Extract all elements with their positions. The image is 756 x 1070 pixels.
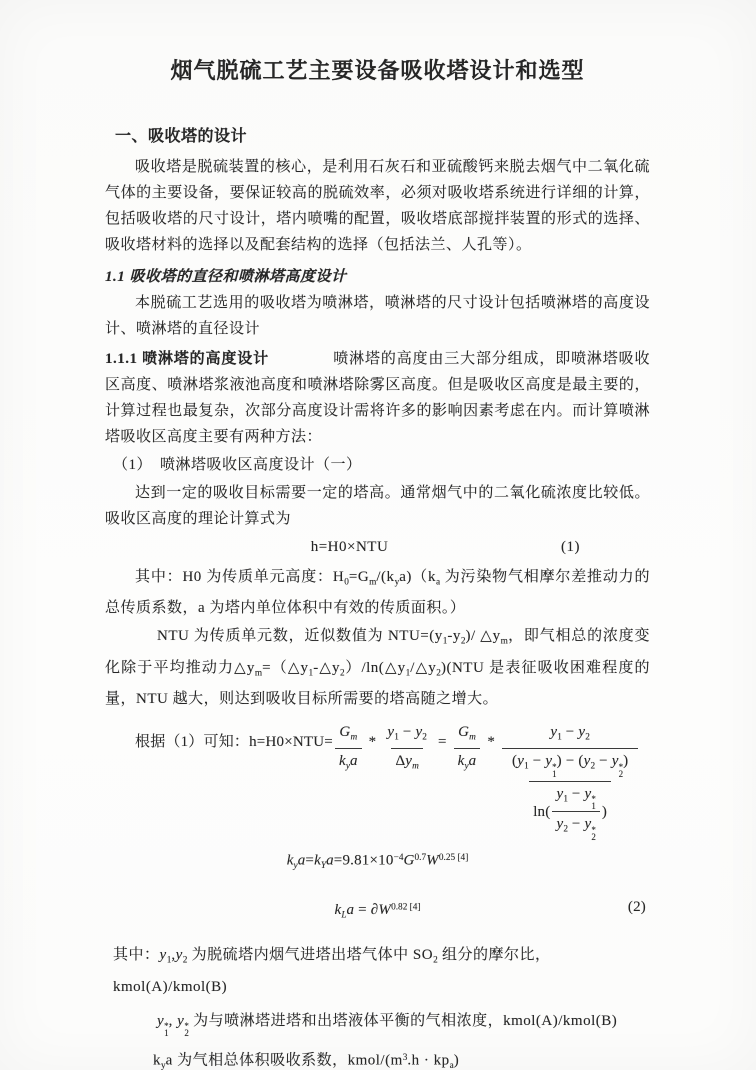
equation-2-number: (2)	[627, 899, 646, 916]
note-h0: 其中：H0 为传质单元高度：$H_0=G_m/(k_ya)(k_a$ 为污染物气相摩尔差推动力的总传质系数，a 为塔内单位体积中有效的传质面积。）	[105, 569, 651, 617]
equation-1: h=H0×NTU	[310, 539, 389, 555]
document-content	[105, 0, 650, 1070]
ln-row	[529, 781, 611, 841]
method-1-paragraph: 达到一定的吸收目标需要一定的塔高。通常烟气中的二氧化硫浓度比较低。吸收区高度的理论计算式为	[105, 485, 650, 527]
fraction-ln: $y_1 - y$ * 1 $y_2 - y$ * 2	[552, 784, 599, 841]
section-1-1-paragraph: 本脱硫工艺选用的吸收塔为喷淋塔，喷淋塔的尺寸设计包括喷淋塔的高度设计、喷淋塔的直径设计	[105, 295, 650, 337]
fraction-big: $y_1 - y_2$ ($y_1 - y$ * 1 ) − ($y_2 - y$ * 2 ) ln( $y_1 - y$ * 1 $y_2 - y$ * 2 )	[502, 722, 638, 841]
section-heading-1: 一、吸收塔的设计	[115, 128, 248, 145]
intro-paragraph: 吸收塔是脱硫装置的核心，是利用石灰石和亚硫酸钙来脱去烟气中二氧化硫气体的主要设备，要保证较高的脱硫效率，必须对吸收塔系统进行详细的计算，包括吸收塔的尺寸设计，塔内喷嘴的配置，吸收塔底部搅拌装置的形式的选择、吸收塔材料的选择以及配套结构的选择（包括法兰、人孔等）。	[105, 159, 650, 253]
ln-close: )	[601, 804, 608, 821]
equation-kya: $k_ya=k_Ya=9.81\times 10^{-4}G^{0.7}W^{0.25 [4]}$	[286, 852, 469, 871]
section-heading-1-1-1: 1.1.1 喷淋塔的高度设计	[105, 351, 269, 367]
doc-title: 烟气脱硫工艺主要设备吸收塔设计和选型	[170, 58, 585, 83]
equation-1-number: (1)	[561, 539, 580, 555]
equation-1-row	[105, 534, 650, 560]
method-1-heading: （1） 喷淋塔吸收区高度设计（一）	[113, 457, 362, 473]
multiply-operator-2: *	[487, 733, 496, 750]
section-1-1-1-text: 喷淋塔的高度由三大部分组成，即喷淋塔吸收区高度、喷淋塔浆液池高度和喷淋塔除雾区高度。但是吸收区高度是最主要的，计算过程也最复杂，次部分高度设计需将许多的影响因素考虑在内。而计算喷淋塔吸收区高度主要有两种方法：	[105, 351, 650, 445]
where-line-3: $k_ya$ 为气相总体积吸收系数，kmol/$(m^3.h \cdot kp_a)$	[153, 1052, 460, 1070]
note-ntu: NTU 为传质单元数，近似数值为 $NTU=(y_1-y_2)/$ $\triangle y_m$，即气相总的浓度变化除于平均推动力$\triangle y_m=(\triangle y_1-\triangle y_2)/\ln(\triangle y_1/\triangle y_2)(NTU$ 是表征吸收困难程度的量，NTU 越大，则达到吸收目标所需要的塔高随之增大。	[105, 628, 650, 707]
ln-open: ln(	[533, 804, 551, 821]
equation-kla: $k_La = \partial W^{0.82 [4]}$	[334, 902, 421, 921]
equation-kla-row	[105, 894, 650, 928]
fraction-inner: ($y_1 - y$ * 1 ) − ($y_2 - y$ * 2 ) ln( $y_1 - y$ * 1 $y_2 - y$ * 2 )	[512, 753, 629, 842]
fraction-big-denominator	[502, 748, 638, 841]
section-heading-1-1: 1.1 吸收塔的直径和喷淋塔高度设计	[105, 269, 347, 285]
section-1-1-1-paragraph	[105, 346, 650, 450]
fraction-gm-over-kya: $\frac{G_m}{k_ya}$	[335, 722, 362, 777]
derivation-formula	[135, 722, 650, 841]
equals-operator: =	[437, 733, 447, 750]
fraction-dy: $\frac{y_1 - y_2}{\Delta y_m}$	[383, 722, 431, 777]
derivation-prefix: 根据（1）可知：h=H0×NTU=	[135, 733, 333, 750]
where-line-2: y * 1 , y * 2 为与喷淋塔进塔和出塔液体平衡的气相浓度，kmol(A)/kmol(B)	[157, 1012, 618, 1039]
multiply-operator: *	[368, 733, 377, 750]
where-line-1: 其中：$y_1,y_2$ 为脱硫塔内烟气进塔出塔气体中 $SO_2$ 组分的摩尔比，kmol(A)/kmol(B)	[113, 947, 551, 995]
fraction-gm-over-kya-2: $\frac{G_m}{k_ya}$	[454, 722, 481, 777]
